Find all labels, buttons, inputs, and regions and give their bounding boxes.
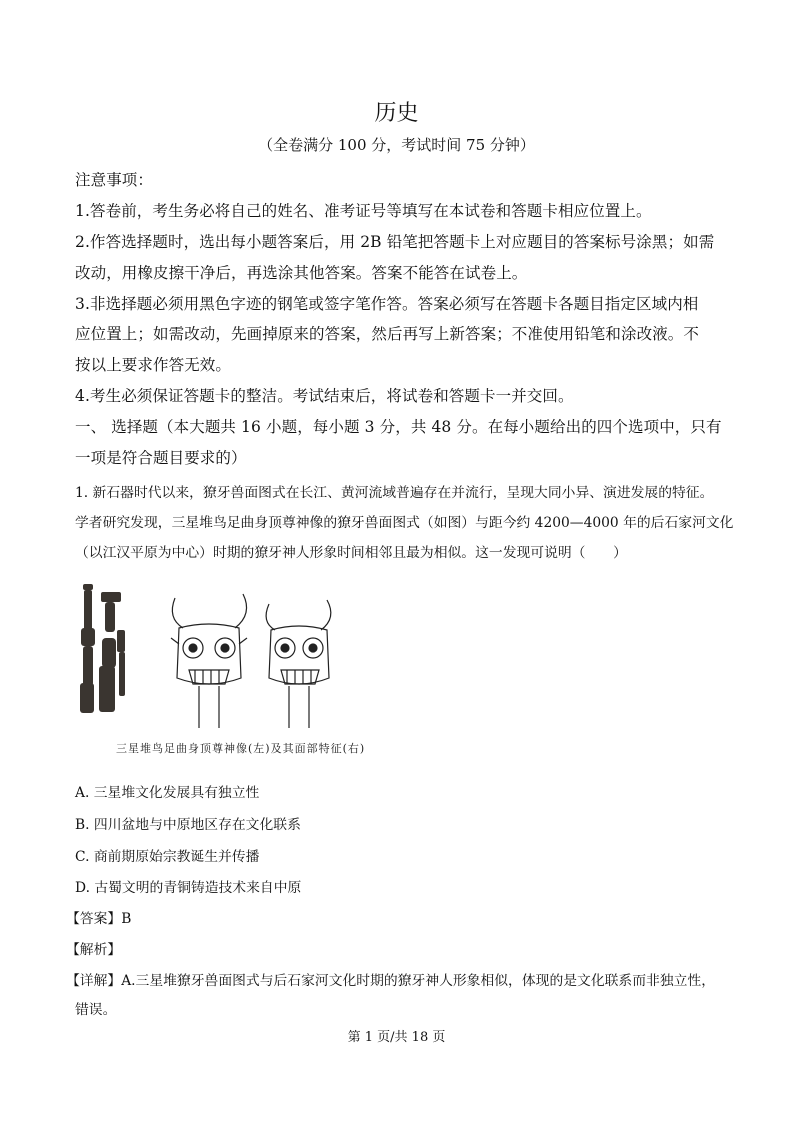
notice-line-2: 2.作答选择题时，选出每小题答案后，用 2B 铅笔把答题卡上对应题目的答案标号涂黑；如需 [75,233,715,251]
exam-subtitle: （全卷满分 100 分，考试时间 75 分钟） [258,136,535,154]
notice-line-4: 3.非选择题必须用黑色字迹的钢笔或签字笔作答。答案必须写在答题卡各题目指定区域内相 [75,295,699,313]
analysis-tag: 【解析】 [66,942,122,958]
detail-line-2: 错误。 [75,1002,117,1018]
notice-line-7: 4.考生必须保证答题卡的整洁。考试结束后，将试卷和答题卡一并交回。 [75,387,574,405]
question-1-line-3: （以江汉平原为中心）时期的獠牙神人形象时间相邻且最为相似。这一发现可说明（ ） [75,545,627,561]
notice-line-5: 应位置上；如需改动，先画掉原来的答案，然后再写上新答案；不准使用铅笔和涂改液。不 [75,325,700,343]
detail-line-1 [66,969,715,989]
section-heading-line-1: 一、 选择题（本大题共 16 小题，每小题 3 分，共 48 分。在每小题给出的四个选项中，只有 [75,418,722,436]
statue-photo [80,584,125,713]
notice-heading: 注意事项： [75,171,154,189]
answer-tag: 【答案】 [66,911,122,927]
answer-value: B [121,911,132,927]
detail-text: A.三星堆獠牙兽面图式与后石家河文化时期的獠牙神人形象相似，体现的是文化联系而非独立性， [121,973,716,989]
option-a: A. 三星堆文化发展具有独立性 [75,785,260,801]
mask-sketch-left [171,594,247,728]
option-b: B. 四川盆地与中原地区存在文化联系 [75,817,301,833]
figure-caption: 三星堆鸟足曲身顶尊神像(左)及其面部特征(右) [116,742,366,755]
section-heading-line-2: 一项是符合题目要求的） [75,449,247,467]
question-1-line-1: 1. 新石器时代以来，獠牙兽面图式在长江、黄河流域普遍存在并流行，呈现大同小异、演进发展的特征。 [75,485,714,501]
notice-line-3: 改动，用橡皮擦干净后，再选涂其他答案。答案不能答在试卷上。 [75,264,528,282]
option-c: C. 商前期原始宗教诞生并传播 [75,849,260,865]
mask-sketch-right [266,600,331,728]
notice-line-6: 按以上要求作答无效。 [75,356,232,374]
page-title: 历史 [374,101,419,126]
option-d: D. 古蜀文明的青铜铸造技术来自中原 [75,880,302,896]
page-footer: 第 1 页/共 18 页 [347,1030,446,1045]
notice-line-1: 1.答卷前，考生务必将自己的姓名、准考证号等填写在本试卷和答题卡相应位置上。 [75,202,652,220]
answer-line [66,907,131,927]
question-1-line-2: 学者研究发现，三星堆鸟足曲身顶尊神像的獠牙兽面图式（如图）与距今约 4200—4000 年的后石家河文化 [75,515,734,531]
detail-tag: 【详解】 [66,973,122,989]
